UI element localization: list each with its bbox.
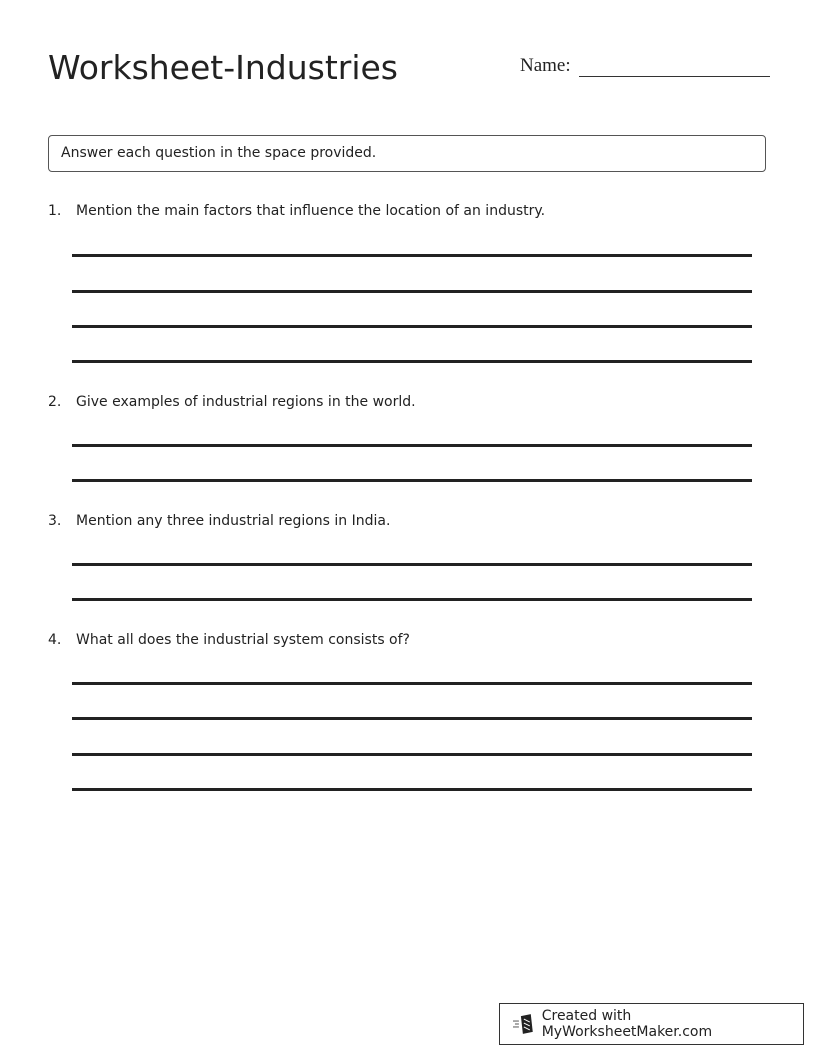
answer-line[interactable] [72, 682, 752, 685]
answer-line[interactable] [72, 753, 752, 756]
answer-line[interactable] [72, 479, 752, 482]
question-4 [48, 632, 768, 648]
answer-line[interactable] [72, 360, 752, 363]
answer-line[interactable] [72, 254, 752, 257]
footer-text: Created with MyWorksheetMaker.com [541, 1008, 713, 1040]
question-1 [48, 203, 768, 219]
question-number: 4. [48, 632, 62, 648]
question-3 [48, 513, 768, 529]
answer-line[interactable] [72, 598, 752, 601]
question-text: Mention the main factors that influence the location of an industry. [76, 203, 546, 219]
name-field [520, 52, 770, 77]
question-text: Mention any three industrial regions in India. [76, 513, 391, 529]
answer-line[interactable] [72, 717, 752, 720]
name-blank-line[interactable] [579, 52, 770, 77]
answer-line[interactable] [72, 444, 752, 447]
name-label: Name: [520, 55, 571, 76]
question-number: 1. [48, 203, 62, 219]
answer-line[interactable] [72, 563, 752, 566]
page-title: Worksheet-Industries [48, 48, 398, 87]
worksheet-maker-logo-icon [512, 1013, 536, 1035]
question-text: What all does the industrial system consists of? [76, 632, 410, 648]
footer-credit[interactable] [499, 1003, 804, 1045]
answer-line[interactable] [72, 325, 752, 328]
answer-line[interactable] [72, 788, 752, 791]
question-text: Give examples of industrial regions in the world. [76, 394, 416, 410]
question-number: 3. [48, 513, 62, 529]
answer-line[interactable] [72, 290, 752, 293]
question-number: 2. [48, 394, 62, 410]
instructions-box: Answer each question in the space provided. [48, 135, 766, 172]
question-2 [48, 394, 768, 410]
